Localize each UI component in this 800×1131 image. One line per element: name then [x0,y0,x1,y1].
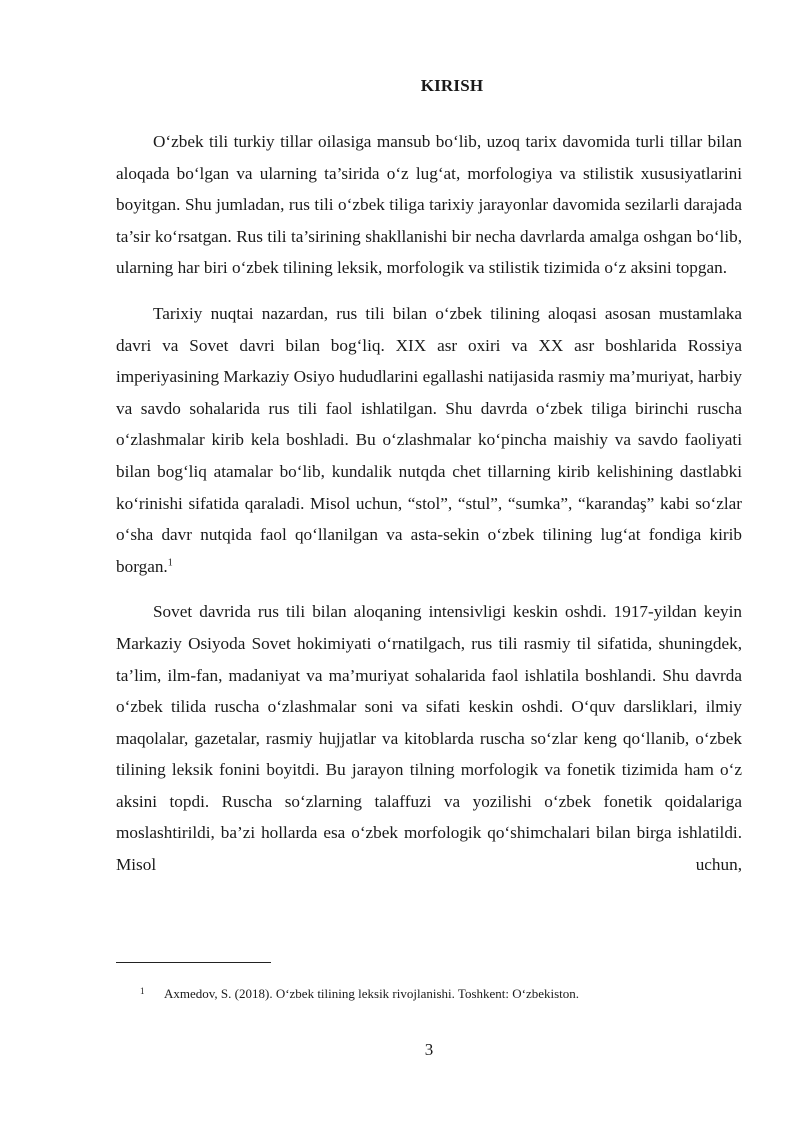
footnote [140,984,740,1004]
paragraph-1 [116,126,742,284]
paragraph-3 [116,596,742,880]
paragraph-2-text: Tarixiy nuqtai nazardan, rus tili bilan o‘zbek tilining aloqasi asosan mustamlaka davri va Sovet davri bilan bog‘liq. XIX asr oxiri va XX asr boshlarida Rossiya imperiyasining Markaziy Osiyo hududlarini egallashi natijasida rasmiy ma’muriyat, harbiy va savdo sohalarida rus tili faol ishlatilgan. Shu davrda o‘zbek tiliga birinchi ruscha o‘zlashmalar kirib kela boshladi. Bu o‘zlashmalar ko‘pincha maishiy va savdo faoliyati bilan bog‘liq atamalar bo‘lib, kundalik nutqda chet tillarning kirib kelishining dastlabki ko‘rinishi sifatida qaraladi. Misol uchun, “stol”, “stul”, “sumka”, “karandaş” kabi so‘zlar o‘sha davr nutqida faol qo‘llanilgan va asta-sekin o‘zbek tilining lug‘at fondiga kirib borgan. [116,303,742,576]
paragraph-1-text: O‘zbek tili turkiy tillar oilasiga mansub bo‘lib, uzoq tarix davomida turli tillar bilan aloqada bo‘lgan va ularning ta’sirida o‘z lug‘at, morfologiya va stilistik xususiyatlarini boyitgan. Shu jumladan, rus tili o‘zbek tiliga tarixiy jarayonlar davomida sezilarli darajada ta’sir ko‘rsatgan. Rus tili ta’sirining shakllanishi bir necha davrlarda amalga oshgan bo‘lib, ularning har biri o‘zbek tilining leksik, morfologik va stilistik tizimida o‘z aksini topgan. [116,132,742,278]
paragraph-2 [116,298,742,582]
footnote-reference[interactable]: 1 [167,556,173,568]
page-number: 3 [424,1040,434,1059]
footnote-number: 1 [140,986,145,996]
footnote-separator [116,962,271,963]
body-text [116,126,742,881]
section-heading: KIRISH [420,76,484,95]
paragraph-3-text: Sovet davrida rus tili bilan aloqaning intensivligi keskin oshdi. 1917-yildan keyin Markaziy Osiyoda Sovet hokimiyati o‘rnatilgach, rus tili rasmiy til sifatida, shuningdek, ta’lim, ilm-fan, madaniyat va ma’muriyat sohalarida faol ishlatila boshlandi. Shu davrda o‘zbek tilida ruscha o‘zlashmalar soni va sifati keskin oshdi. O‘quv darsliklari, ilmiy maqolalar, gazetalar, rasmiy hujjatlar va kitoblarda ruscha so‘zlar keng qo‘llanib, o‘zbek tilining leksik fonini boyitdi. Bu jarayon tilning morfologik va fonetik tizimida ham o‘z aksini topdi. Ruscha so‘zlarning talaffuzi va yozilishi o‘zbek fonetik qoidalariga moslashtirildi, ba’zi hollarda esa o‘zbek morfologik qo‘shimchalari bilan birga ishlatildi. Misol uchun, [116,602,742,875]
footnote-text: Axmedov, S. (2018). O‘zbek tilining leksik rivojlanishi. Toshkent: O‘zbekiston. [164,986,580,1001]
